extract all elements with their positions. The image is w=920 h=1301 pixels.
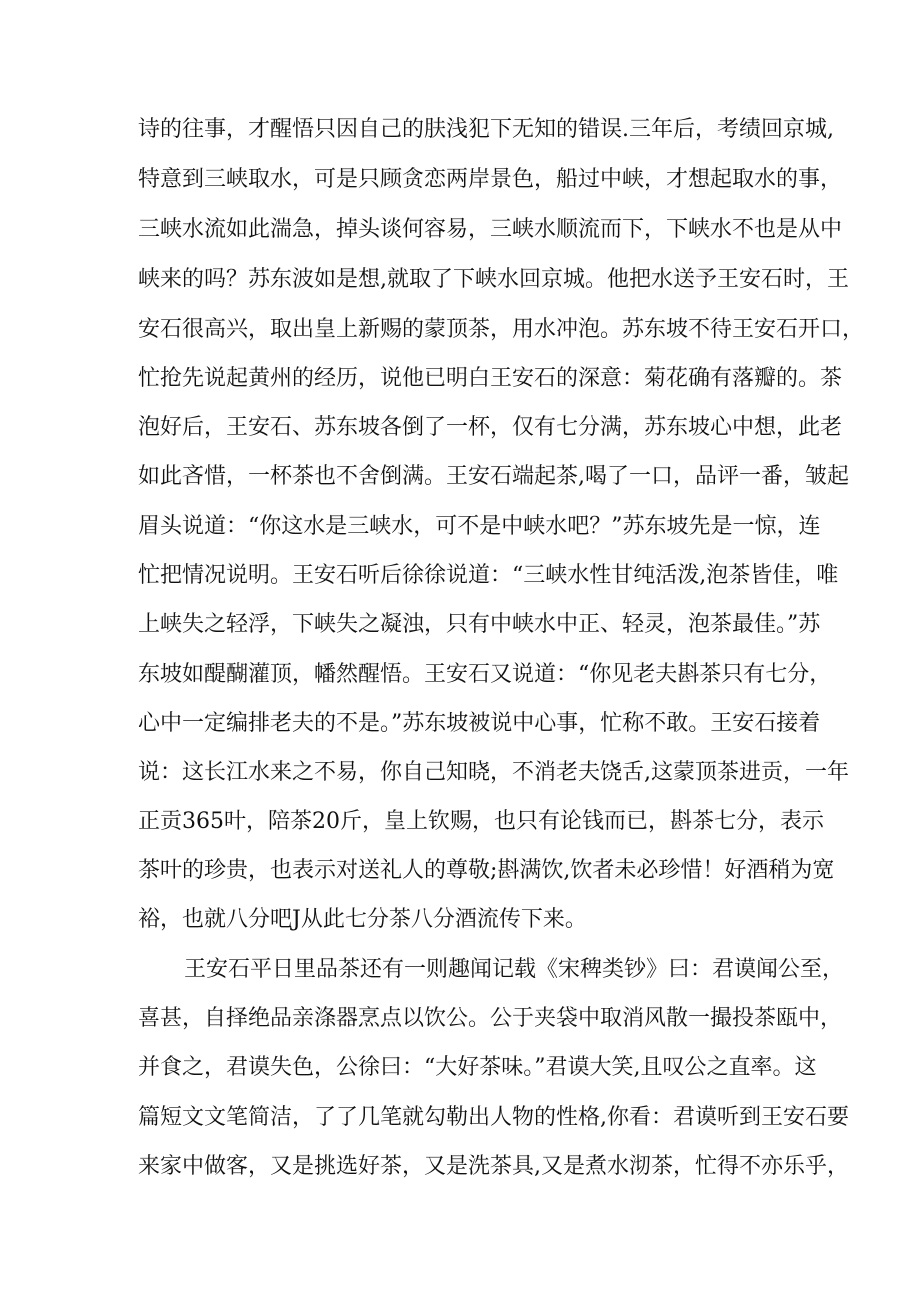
text-line: 安石很高兴，取出皇上新赐的蒙顶茶，用水冲泡。苏东坡不待王安石开口， (138, 317, 865, 342)
text-line: 说：这长江水来之不易，你自己知晓，不消老夫饶舌,这蒙顶茶进贡，一年 (138, 760, 849, 785)
text-line: 上峡失之轻浮，下峡失之凝浊，只有中峡水中正、轻灵，泡茶最佳。”苏 (138, 612, 821, 637)
text-line: 裕，也就八分吧J从此七分茶八分酒流传下来。 (138, 907, 587, 932)
text-line: 三峡水流如此湍急，掉头谈何容易，三峡水顺流而下，下峡水不也是从中 (138, 217, 843, 242)
text-line: 正贡365叶，陪茶20斤，皇上钦赐，也只有论钱而已，斟茶七分，表示 (138, 809, 824, 834)
text-line: 泡好后，王安石、苏东坡各倒了一杯，仅有七分满，苏东坡心中想，此老 (138, 415, 843, 440)
paragraph-first-line: 王安石平日里品茶还有一则趣闻记载《宋稗类钞》曰：君谟闻公至， (184, 957, 845, 982)
text-line: 茶叶的珍贵，也表示对送礼人的尊敬;斟满饮,饮者未必珍惜！好酒稍为宽 (138, 858, 835, 883)
text-line: 忙把情况说明。王安石听后徐徐说道：“三峡水性甘纯活泼,泡茶皆佳，唯 (138, 563, 839, 588)
text-line: 诗的往事，才醒悟只因自己的肤浅犯下无知的错误.三年后，考绩回京城, (138, 117, 834, 142)
text-line: 眉头说道：“你这水是三峡水，可不是中峡水吧？”苏东坡先是一惊，连 (138, 514, 821, 539)
text-line: 并食之，君谟失色，公徐曰：“大好茶味。”君谟大笑,且叹公之直率。这 (138, 1055, 817, 1080)
text-line: 峡来的吗？苏东波如是想,就取了下峡水回京城。他把水送予王安石时，王 (138, 267, 849, 292)
text-line: 如此吝惜，一杯茶也不舍倒满。王安石端起茶,喝了一口，品评一番，皱起 (138, 464, 849, 489)
text-line: 忙抢先说起黄州的经历，说他已明白王安石的深意：菊花确有落瓣的。茶 (138, 366, 843, 391)
text-line: 来家中做客，又是挑选好茶，又是洗茶具,又是煮水沏茶，忙得不亦乐乎， (138, 1154, 849, 1179)
text-line: 喜甚，自择绝品亲涤器烹点以饮公。公于夹袋中取消风散一撮投茶瓯中， (138, 1006, 843, 1031)
text-line: 东坡如醍醐灌顶，幡然醒悟。王安石又说道：“你见老夫斟茶只有七分， (138, 662, 832, 687)
text-line: 篇短文文笔简洁，了了几笔就勾勒出人物的性格,你看：君谟听到王安石要 (138, 1105, 849, 1130)
text-line: 特意到三峡取水，可是只顾贪恋两岸景色，船过中峡，才想起取水的事， (138, 167, 843, 192)
text-line: 心中一定编排老夫的不是。”苏东坡被说中心事，忙称不敢。王安石接着 (138, 711, 821, 736)
